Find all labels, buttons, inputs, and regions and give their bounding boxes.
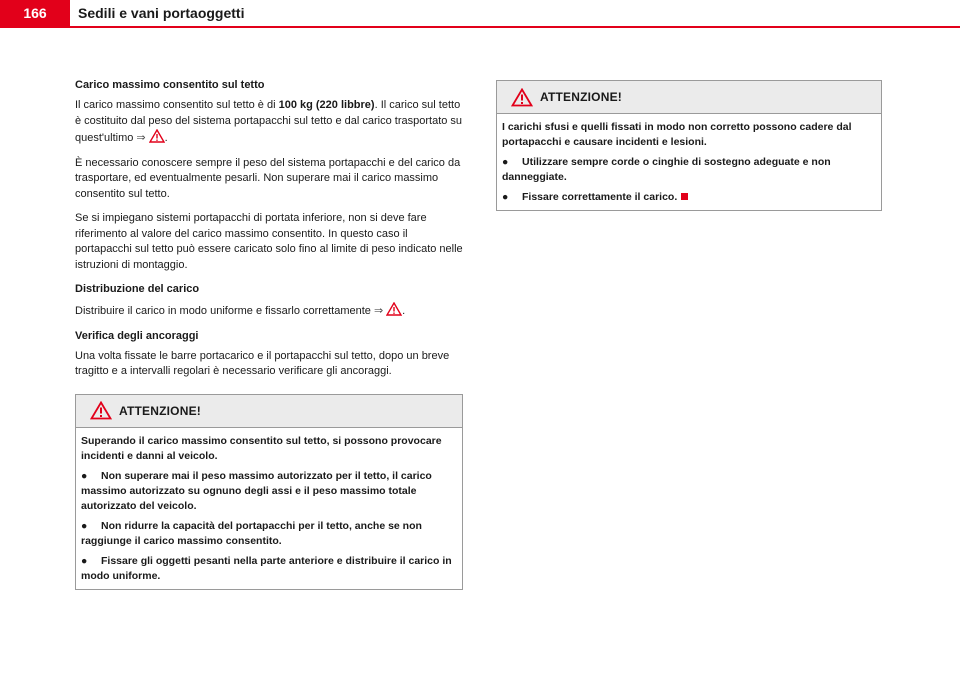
chapter-title: Sedili e vani portaoggetti bbox=[78, 5, 245, 21]
bullet-text: Fissare correttamente il carico. bbox=[522, 191, 678, 203]
end-of-section-icon bbox=[681, 193, 688, 200]
warning-triangle-icon bbox=[90, 401, 112, 420]
warning-bullet bbox=[81, 554, 457, 584]
warning-ref-icon[interactable] bbox=[386, 302, 402, 316]
arrow-ref: ⇒ bbox=[136, 132, 146, 144]
text: Il carico massimo consentito sul tetto è di bbox=[75, 99, 279, 111]
paragraph-distribution: Distribuire il carico in modo uniforme e fissarlo correttamente ⇒ . bbox=[75, 302, 463, 320]
warning-box-left bbox=[75, 394, 463, 590]
text: . Il carico sul tetto è costituito dal peso del sistema portapacchi sul tetto e dal carico trasportato su quest'ultimo bbox=[75, 99, 463, 144]
warning-header bbox=[76, 395, 462, 428]
bullet-icon: ● bbox=[81, 519, 88, 532]
section-heading-distribution: Distribuzione del carico bbox=[75, 283, 200, 295]
bullet-text: Fissare gli oggetti pesanti nella parte anteriore e distribuire il carico in modo uniforme. bbox=[81, 554, 452, 582]
warning-bullet bbox=[502, 190, 876, 205]
warning-body bbox=[76, 428, 462, 589]
bullet-text: Non superare mai il peso massimo autorizzato per il tetto, il carico massimo autorizzato su ognuno degli assi e il peso massimo totale autorizzato del veicolo. bbox=[81, 469, 432, 512]
bullet-icon: ● bbox=[502, 191, 509, 203]
left-column bbox=[75, 78, 463, 590]
text: Distribuire il carico in modo uniforme e fissarlo correttamente bbox=[75, 305, 374, 317]
paragraph-lower-capacity: Se si impiegano sistemi portapacchi di portata inferiore, non si deve fare riferimento al valore del carico massimo consentito. In questo caso il portapacchi sul tetto può essere caricato solo fino al limite di peso indicato nelle istruzioni di montaggio. bbox=[75, 212, 463, 271]
warning-bullet bbox=[502, 155, 876, 185]
warning-title: ATTENZIONE! bbox=[119, 403, 201, 418]
warning-box-right bbox=[496, 80, 882, 211]
page-number: 166 bbox=[0, 0, 70, 26]
header-rule bbox=[0, 26, 960, 28]
paragraph-anchors: Una volta fissate le barre portacarico e il portapacchi sul tetto, dopo un breve tragitto e a intervalli regolari è necessario verificare gli ancoraggi. bbox=[75, 349, 450, 377]
warning-bullet bbox=[81, 469, 457, 514]
warning-ref-icon[interactable] bbox=[149, 129, 165, 143]
arrow-ref: ⇒ bbox=[373, 305, 384, 317]
paragraph-know-weight: È necessario conoscere sempre il peso del sistema portapacchi e del carico da trasportare, ed eventualmente pesarli. Non superare mai il carico massimo consentito sul tetto. bbox=[75, 156, 461, 200]
bullet-icon: ● bbox=[81, 469, 88, 482]
section-heading-anchors: Verifica degli ancoraggi bbox=[75, 329, 199, 342]
page-header bbox=[0, 0, 960, 28]
warning-body bbox=[497, 114, 881, 210]
bullet-text: Utilizzare sempre corde o cinghie di sostegno adeguate e non danneggiate. bbox=[502, 156, 831, 183]
warning-bullet bbox=[81, 519, 457, 549]
bullet-icon: ● bbox=[502, 156, 509, 168]
load-value: 100 kg (220 libbre) bbox=[278, 99, 375, 111]
section-heading-max-load: Carico massimo consentito sul tetto bbox=[75, 79, 265, 91]
warning-intro: I carichi sfusi e quelli fissati in modo non corretto possono cadere dal portapacchi e causare incidenti e lesioni. bbox=[502, 121, 852, 148]
bullet-icon: ● bbox=[81, 554, 88, 567]
warning-title: ATTENZIONE! bbox=[540, 90, 622, 104]
warning-header bbox=[497, 81, 881, 114]
warning-intro: Superando il carico massimo consentito sul tetto, si possono provocare incidenti e danni al veicolo. bbox=[81, 434, 442, 462]
right-column bbox=[496, 80, 882, 211]
warning-triangle-icon bbox=[511, 88, 533, 107]
bullet-text: Non ridurre la capacità del portapacchi per il tetto, anche se non raggiunge il carico massimo consentito. bbox=[81, 519, 422, 547]
paragraph-max-load: Il carico massimo consentito sul tetto è di 100 kg (220 libbre). Il carico sul tetto è costituito dal peso del sistema portapacchi sul tetto e dal carico trasportato su quest'ultimo ⇒ . bbox=[75, 99, 463, 144]
